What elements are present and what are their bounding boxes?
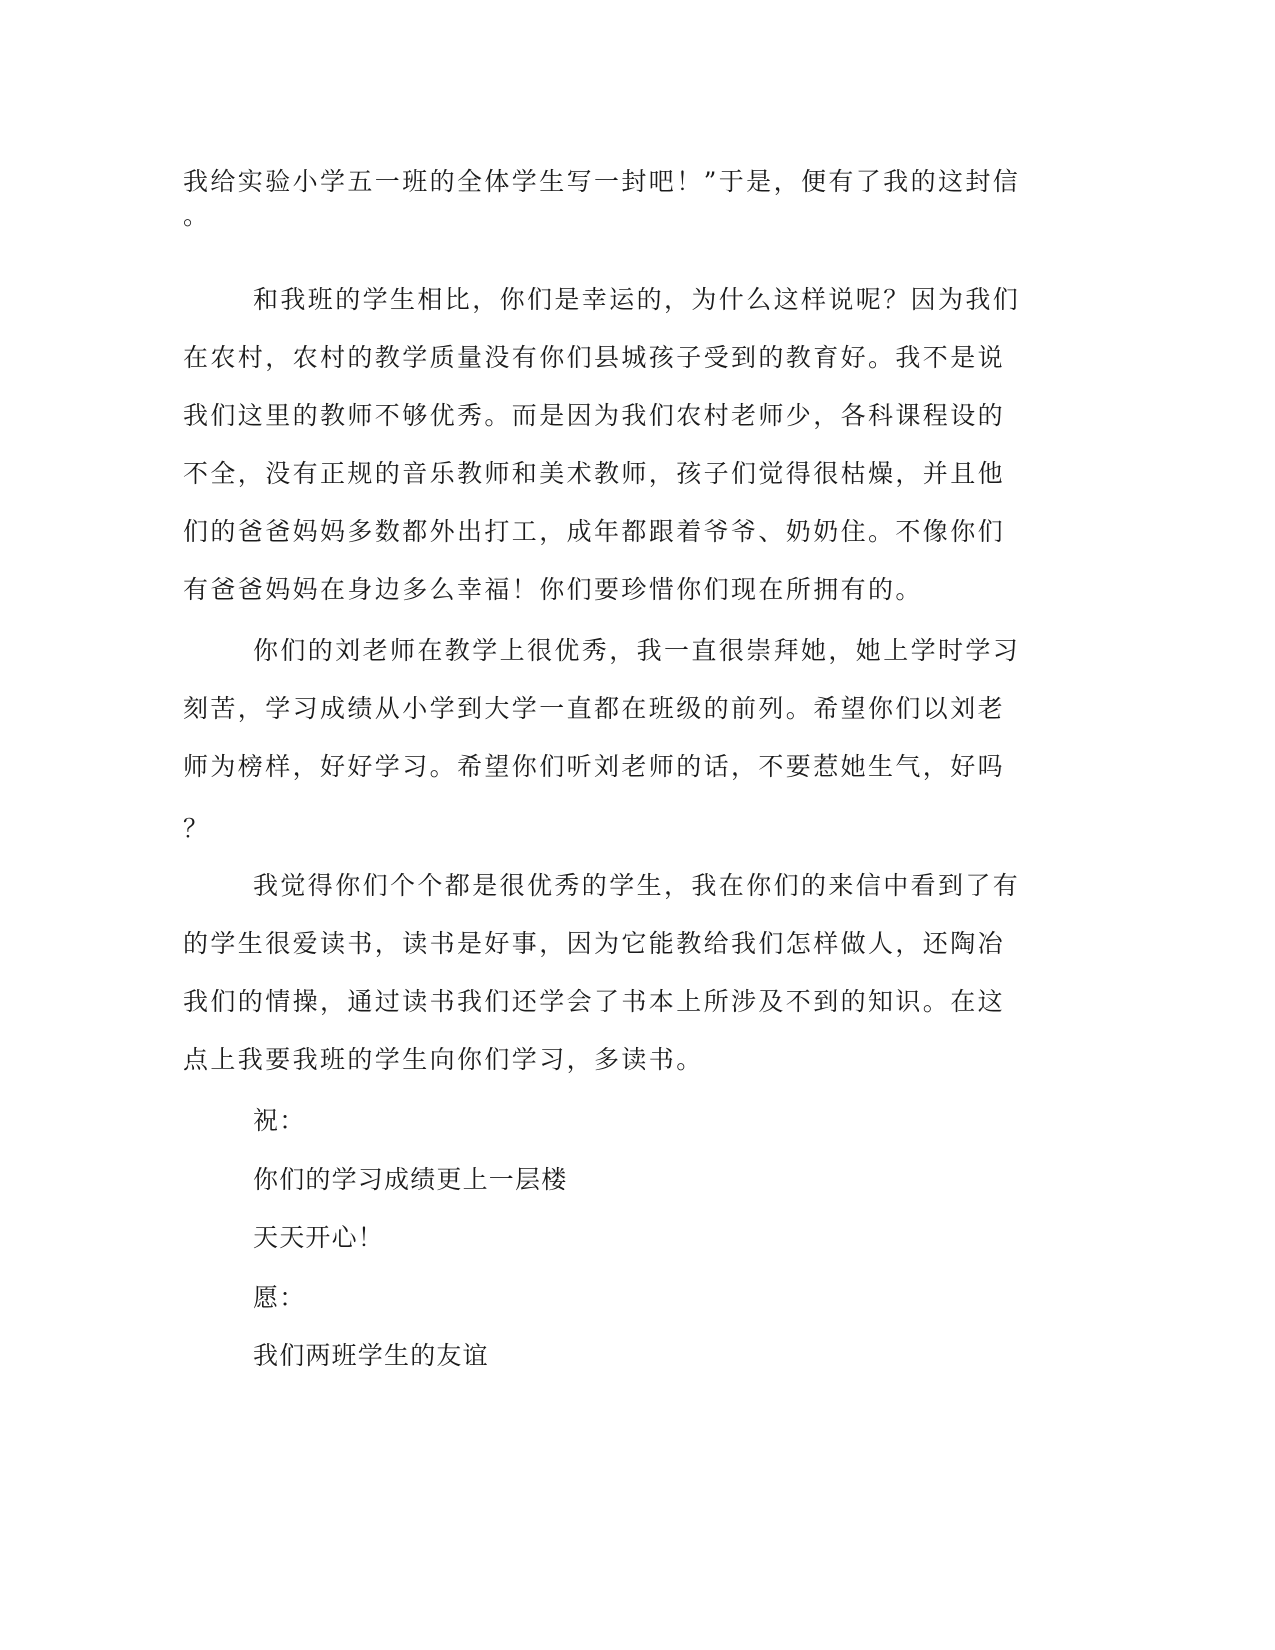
text-line: 师为榜样，好好学习。希望你们听刘老师的话，不要惹她生气，好吗 — [183, 752, 1006, 781]
text-line: 有爸爸妈妈在身边多么幸福！你们要珍惜你们现在所拥有的。 — [183, 575, 923, 604]
text-line: 在农村，农村的教学质量没有你们县城孩子受到的教育好。我不是说 — [183, 343, 1006, 372]
text-line: 不全，没有正规的音乐教师和美术教师，孩子们觉得很枯燥，并且他 — [183, 459, 1006, 488]
paragraph-start: 你们的刘老师在教学上很优秀，我一直很崇拜她，她上学时学习 — [253, 636, 1021, 665]
text-line: ？ — [183, 814, 211, 843]
blessing-line: 天天开心！ — [253, 1223, 385, 1252]
text-line: 刻苦，学习成绩从小学到大学一直都在班级的前列。希望你们以刘老 — [183, 694, 1006, 723]
text-line: 我们的情操，通过读书我们还学会了书本上所涉及不到的知识。在这 — [183, 987, 1006, 1016]
paragraph-start: 我觉得你们个个都是很优秀的学生，我在你们的来信中看到了有 — [253, 871, 1021, 900]
text-line: 的学生很爱读书，读书是好事，因为它能教给我们怎样做人，还陶冶 — [183, 929, 1006, 958]
blessing-label: 祝： — [253, 1106, 306, 1135]
wish-label: 愿： — [253, 1283, 306, 1312]
text-line: 们的爸爸妈妈多数都外出打工，成年都跟着爷爷、奶奶住。不像你们 — [183, 517, 1006, 546]
text-line: 我们这里的教师不够优秀。而是因为我们农村老师少，各科课程设的 — [183, 401, 1006, 430]
text-line: 点上我要我班的学生向你们学习，多读书。 — [183, 1045, 704, 1074]
text-line: 。 — [183, 201, 211, 230]
paragraph-start: 和我班的学生相比，你们是幸运的，为什么这样说呢？因为我们 — [253, 285, 1021, 314]
text-line: 我给实验小学五一班的全体学生写一封吧！”于是，便有了我的这封信 — [183, 167, 1021, 196]
blessing-line: 你们的学习成绩更上一层楼 — [253, 1165, 568, 1194]
wish-line: 我们两班学生的友谊 — [253, 1341, 489, 1370]
